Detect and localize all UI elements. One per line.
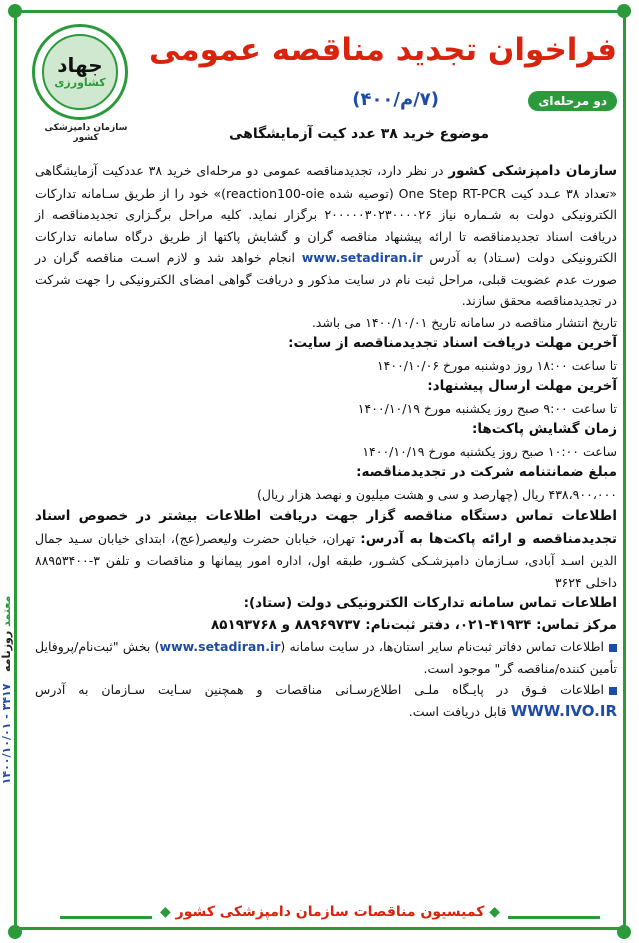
footer-diamond-icon: ◆ <box>160 904 171 920</box>
ivo-link[interactable]: WWW.IVO.IR <box>510 701 617 720</box>
submit-deadline-heading: آخرین مهلت ارسال پیشنهاد: <box>427 378 617 394</box>
setad-contact-heading: اطلاعات تماس سامانه تدارکات الکترونیکی دولت (ستاد): <box>243 595 617 611</box>
jahad-logo <box>32 24 128 120</box>
tender-number: (۷/م/۴۰۰) <box>352 89 439 110</box>
logo-word-keshavarzi: کشاورزی <box>54 76 106 89</box>
frame-corner-dot <box>617 4 631 18</box>
notice-body <box>35 160 617 722</box>
setad-link[interactable]: www.setadiran.ir <box>301 250 423 265</box>
footer-banner <box>60 904 600 928</box>
frame-corner-dot <box>8 925 22 939</box>
logo-organization: سازمان دامپزشکی کشور <box>44 123 128 143</box>
bullet-item: اطلاعات فـوق در پایـگاه ملـی اطلاع‌رسـانی مناقصات و همچنین سـایت سـازمان به آدرس WWW.IVO.IR قابل دریافت است. <box>35 682 617 720</box>
intro-paragraph: سازمان دامپزشکی کشور در نظر دارد، تجدیدمناقصه عمومی دو مرحله‌ای خرید ۳۸ عددکیت آزمایشگاهی «تعداد ۳۸ عـدد کیت One Step RT-PCR (توصیه شده reaction100-oie)» خود را از طریق سـامانه تدارکات الکترونیکی دولت به شـماره نیاز ۲۰۰۰۰۰۳۰۲۳۰۰۰۰۲۶ برگزار نماید. کلیه مراحل برگـزاری تجدیدمناقصه از دریافت اسناد تجدیدمناقصه تا ارائه پیشنهاد مناقصه گران و گشایش پاکتها از طریق درگاه سامانه تدارکات الکترونیکی دولت (سـتاد) به آدرس www.setadiran.ir انجام خواهد شد و لازم اسـت مناقصه گران در صورت عدم عضویت قبلی، مراحل ثبت نام در سایت مذکور و دریافت گواهی امضای الکترونیکی را جهت شرکت در تجدیدمناقصه محقق سازند. <box>35 163 618 308</box>
setad-contact: مرکز تماس: ۴۱۹۳۴-۰۲۱، دفتر ثبت‌نام: ۸۸۹۶۹۷۳۷ و ۸۵۱۹۳۷۶۸ <box>210 616 617 633</box>
docs-deadline-heading: آخرین مهلت دریافت اسناد تجدیدمناقصه از سایت: <box>288 335 617 351</box>
two-stage-badge: دو مرحله‌ای <box>528 91 617 111</box>
newspaper-side-label: ۱۴۰۰/۱۰/۰۱ - ۳۴۱۷ معتمد روزنامه <box>0 595 13 785</box>
publish-date: تاریخ انتشار مناقصه در سامانه تاریخ ۱۴۰۰/۱۰/۰۱ می باشد. <box>311 314 617 330</box>
guarantee-amount: ۴۳۸،۹۰۰،۰۰۰ ریال (چهارصد و سی و هشت میلیون و نهصد هزار ریال) <box>257 486 617 502</box>
submit-deadline: تا ساعت ۹:۰۰ صبح روز یکشنبه مورخ ۱۴۰۰/۱۰/۱۹ <box>357 400 617 416</box>
footer-diamond-icon: ◆ <box>489 904 500 920</box>
bullet-item: اطلاعات تماس دفاتر ثبت‌نام سایر استان‌ها، در سایت سامانه (www.setadiran.ir) بخش "ثبت‌نام/پروفایل تأمین کننده/مناقصه گر" موجود است. <box>35 639 617 676</box>
logo-word-jahad: جهاد <box>57 53 103 77</box>
docs-deadline: تا ساعت ۱۸:۰۰ روز دوشنبه مورخ ۱۴۰۰/۱۰/۰۶ <box>376 357 617 373</box>
notice-title: فراخوان تجدید مناقصه عمومی <box>149 32 617 68</box>
opening-time: ساعت ۱۰:۰۰ صبح روز یکشنبه مورخ ۱۴۰۰/۱۰/۱۹ <box>362 443 617 459</box>
bullet-icon <box>609 687 617 695</box>
contact-paragraph: اطلاعات تماس دستگاه مناقصه گزار جهت دریافت اطلاعات بیشتر در خصوص اسناد تجدیدمناقصه و ارائه پاکت‌ها به آدرس: تهران، خیابان حضرت ولیعصر(عج)، ابتدای خیابان سـید جمال الدین اسـد آبادی، سـازمان دامپزشـکی کشـور، طبقه اول، اداره امور پیمانها و مناقصات و تلفن ۳-۸۸۹۵۳۴۰۰ داخلی ۳۶۲۴ <box>35 508 617 590</box>
bullet-icon <box>609 644 617 652</box>
frame-corner-dot <box>8 4 22 18</box>
opening-time-heading: زمان گشایش پاکت‌ها: <box>471 421 617 437</box>
frame-corner-dot <box>617 925 631 939</box>
notice-subject: موضوع خرید ۳۸ عدد کیت آزمایشگاهی <box>228 126 489 142</box>
guarantee-heading: مبلغ ضمانتنامه شرکت در تجدیدمناقصه: <box>356 464 617 480</box>
footer-label: ◆ کمیسیون مناقصات سازمان دامپزشکی کشور ◆ <box>152 904 508 920</box>
setad-link[interactable]: www.setadiran.ir <box>159 639 281 654</box>
